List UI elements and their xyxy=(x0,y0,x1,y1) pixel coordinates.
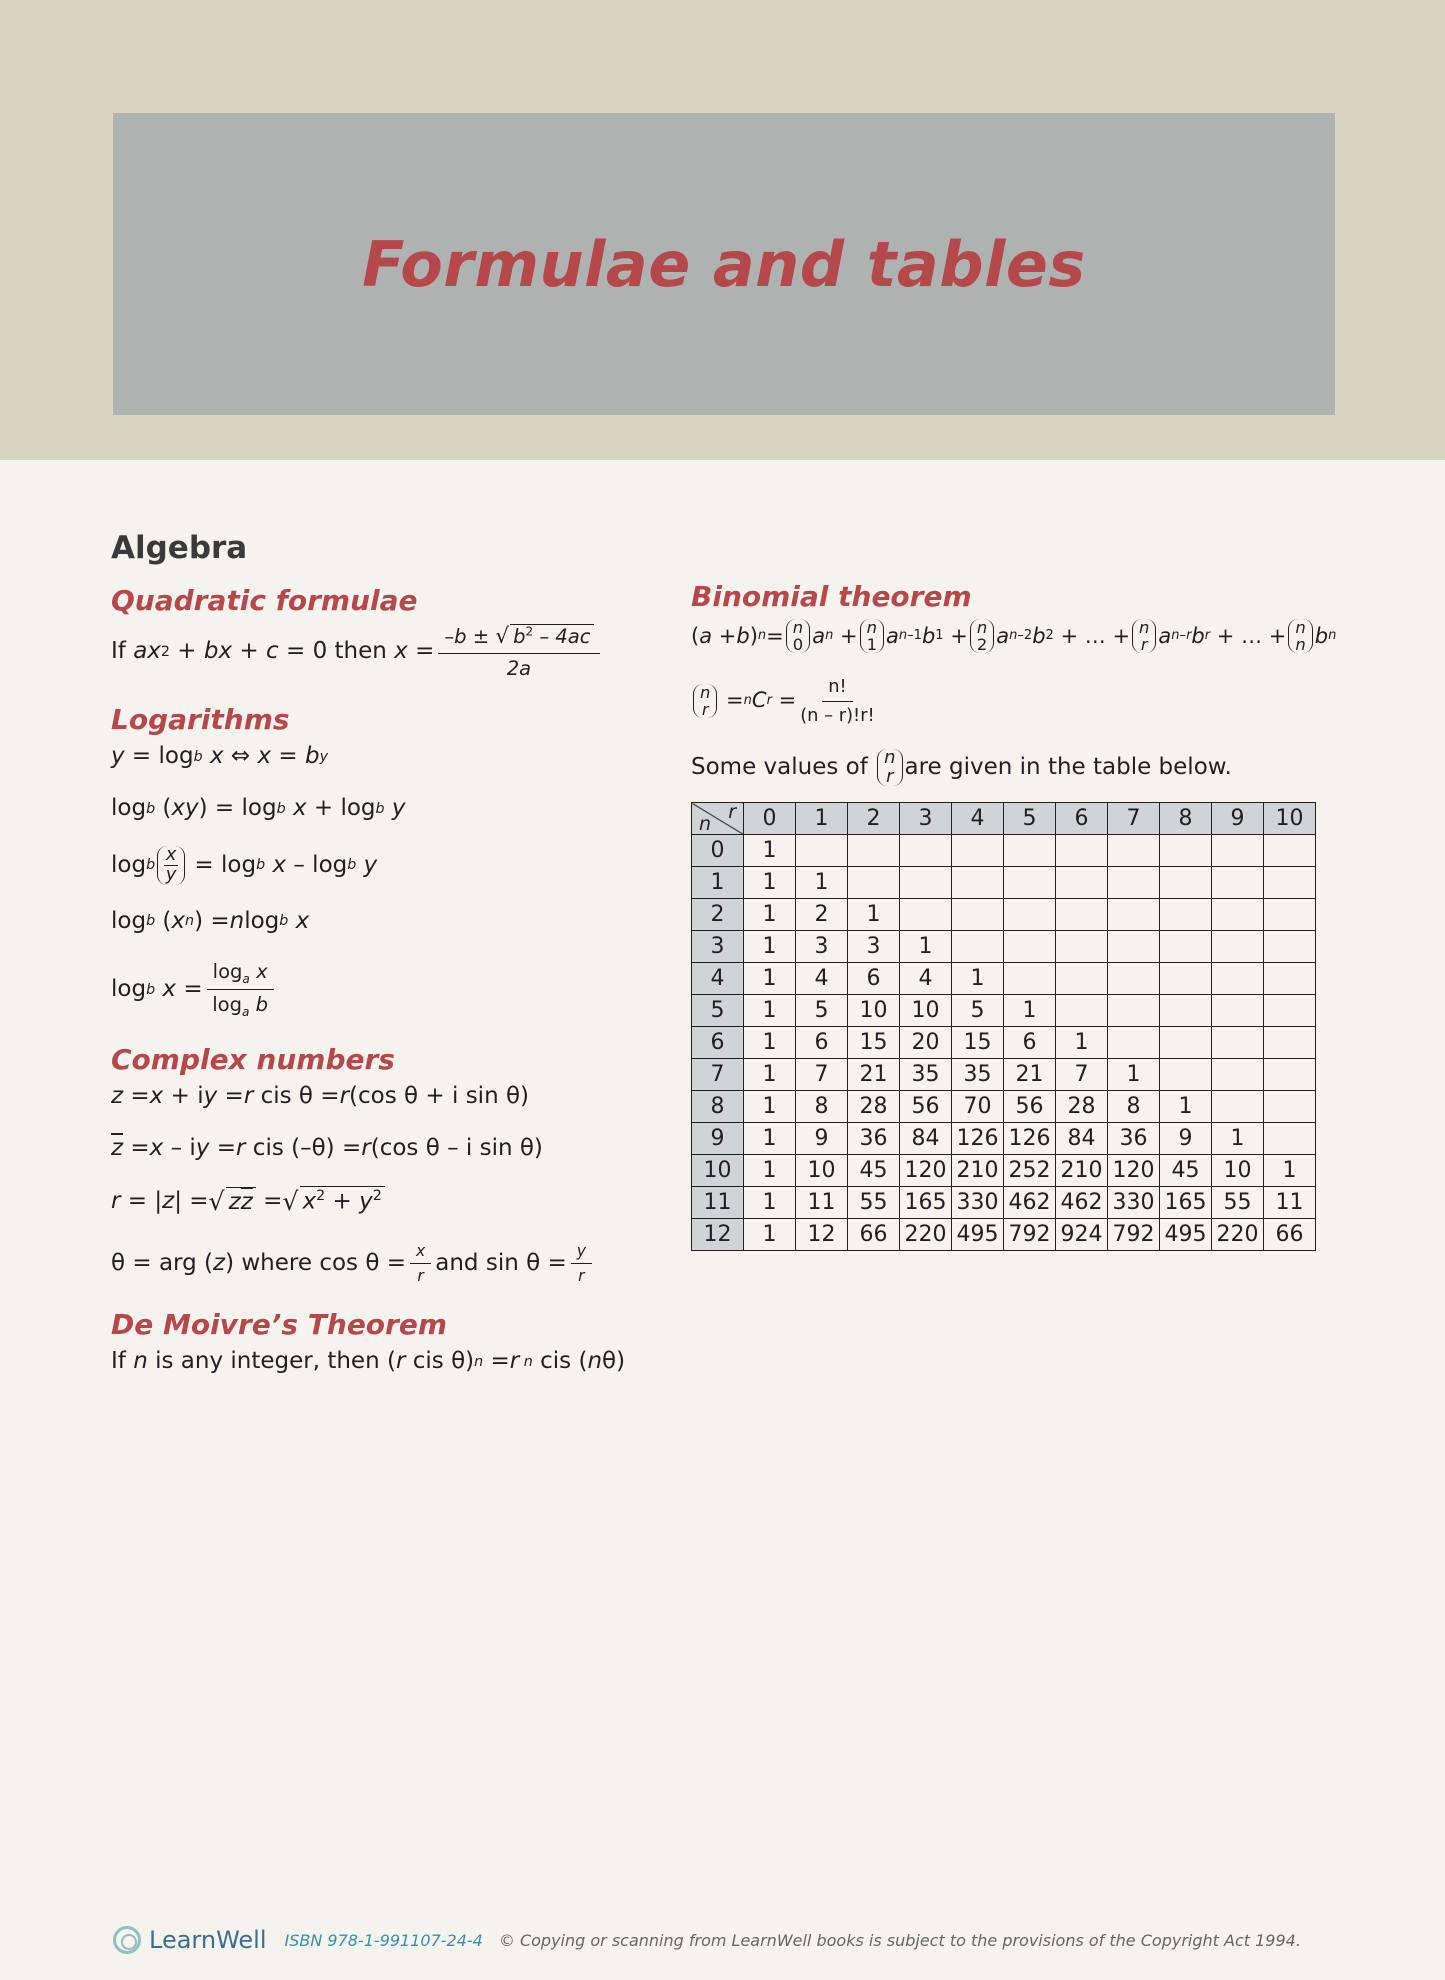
table-cell: 126 xyxy=(1004,1123,1056,1155)
footer xyxy=(113,1926,1335,1954)
table-cell: 15 xyxy=(952,1027,1004,1059)
table-cell: 462 xyxy=(1004,1187,1056,1219)
table-cell: 10 xyxy=(1212,1155,1264,1187)
column-header: 0 xyxy=(744,803,796,835)
table-row xyxy=(692,963,1316,995)
table-row xyxy=(692,931,1316,963)
table-cell: 36 xyxy=(848,1123,900,1155)
table-cell xyxy=(848,867,900,899)
table-cell xyxy=(1108,835,1160,867)
row-header: 5 xyxy=(692,995,744,1027)
table-cell: 165 xyxy=(1160,1187,1212,1219)
table-cell xyxy=(900,867,952,899)
row-header: 4 xyxy=(692,963,744,995)
table-cell: 12 xyxy=(796,1219,848,1251)
table-cell xyxy=(1056,867,1108,899)
table-cell: 126 xyxy=(952,1123,1004,1155)
table-cell xyxy=(1004,899,1056,931)
column-label: r xyxy=(728,801,736,824)
table-cell: 220 xyxy=(1212,1219,1264,1251)
table-cell: 330 xyxy=(1108,1187,1160,1219)
table-cell: 1 xyxy=(1160,1091,1212,1123)
log-product-rule: log b ( xy ) = log b x + log b y xyxy=(111,795,406,822)
log-definition: y = log b x ⇔ x = b y xyxy=(111,743,329,770)
row-header: 1 xyxy=(692,867,744,899)
logo-text: LearnWell xyxy=(149,1926,267,1954)
table-row xyxy=(692,867,1316,899)
table-cell xyxy=(1004,867,1056,899)
column-header: 3 xyxy=(900,803,952,835)
table-cell: 8 xyxy=(1108,1091,1160,1123)
column-header: 7 xyxy=(1108,803,1160,835)
table-cell xyxy=(1004,931,1056,963)
row-header: 3 xyxy=(692,931,744,963)
title-panel xyxy=(113,113,1335,415)
table-cell xyxy=(1108,867,1160,899)
demoivre-heading: De Moivre’s Theorem xyxy=(111,1308,448,1342)
table-cell: 165 xyxy=(900,1187,952,1219)
table-cell: 1 xyxy=(744,1187,796,1219)
isbn: ISBN 978-1-991107-24-4 xyxy=(284,1930,483,1950)
column-header: 10 xyxy=(1264,803,1316,835)
row-header: 0 xyxy=(692,835,744,867)
table-cell: 3 xyxy=(848,931,900,963)
table-cell: 1 xyxy=(744,899,796,931)
table-cell: 45 xyxy=(848,1155,900,1187)
table-row xyxy=(692,1155,1316,1187)
pascal-triangle-table xyxy=(691,802,1316,1251)
table-cell: 1 xyxy=(744,835,796,867)
table-cell: 1 xyxy=(744,1027,796,1059)
row-header: 10 xyxy=(692,1155,744,1187)
complex-modulus: r = | z | = √ $z\overline{z}$ = √ $x^2 + y^2$ xyxy=(111,1186,671,1219)
row-header: 12 xyxy=(692,1219,744,1251)
table-cell: 66 xyxy=(848,1219,900,1251)
table-cell: 36 xyxy=(1108,1123,1160,1155)
table-cell xyxy=(952,899,1004,931)
table-cell: 20 xyxy=(900,1027,952,1059)
table-cell xyxy=(1056,963,1108,995)
table-cell: 10 xyxy=(900,995,952,1027)
table-cell xyxy=(1212,1059,1264,1091)
table-cell xyxy=(1108,963,1160,995)
row-label: n xyxy=(699,813,712,836)
log-quotient-rule: log b x y = log b x – log b y xyxy=(111,844,378,885)
table-cell: 1 xyxy=(1108,1059,1160,1091)
table-cell: 5 xyxy=(952,995,1004,1027)
table-cell: 1 xyxy=(1056,1027,1108,1059)
table-cell xyxy=(1160,867,1212,899)
table-cell: 1 xyxy=(1212,1123,1264,1155)
table-cell: 252 xyxy=(1004,1155,1056,1187)
table-cell xyxy=(796,835,848,867)
binomial-column xyxy=(691,580,1351,1251)
table-cell: 924 xyxy=(1056,1219,1108,1251)
table-cell xyxy=(1108,1027,1160,1059)
table-cell: 10 xyxy=(796,1155,848,1187)
table-cell: 28 xyxy=(1056,1091,1108,1123)
table-cell: 56 xyxy=(1004,1091,1056,1123)
column-header: 8 xyxy=(1160,803,1212,835)
row-header: 8 xyxy=(692,1091,744,1123)
log-power-rule: log b ( x n ) = n log b x xyxy=(111,907,310,934)
table-cell: 1 xyxy=(1264,1155,1316,1187)
table-cell xyxy=(1004,963,1056,995)
table-cell: 1 xyxy=(900,931,952,963)
table-cell: 6 xyxy=(1004,1027,1056,1059)
table-cell: 84 xyxy=(900,1123,952,1155)
table-row xyxy=(692,995,1316,1027)
table-cell xyxy=(1212,1027,1264,1059)
table-cell: 6 xyxy=(848,963,900,995)
table-cell xyxy=(1056,899,1108,931)
table-cell xyxy=(848,835,900,867)
column-header: 1 xyxy=(796,803,848,835)
algebra-column xyxy=(111,530,671,1377)
row-header: 7 xyxy=(692,1059,744,1091)
binomial-heading: Binomial theorem xyxy=(691,580,972,613)
table-row xyxy=(692,1123,1316,1155)
table-cell: 4 xyxy=(796,963,848,995)
table-cell xyxy=(1264,835,1316,867)
row-header: 9 xyxy=(692,1123,744,1155)
table-cell xyxy=(1212,963,1264,995)
combination-formula: n r = n C r = $\frac{n!}{(n - r)!r!}$ xyxy=(691,675,1351,726)
table-cell xyxy=(1160,963,1212,995)
table-cell xyxy=(1056,995,1108,1027)
table-cell xyxy=(1264,1123,1316,1155)
table-cell: 1 xyxy=(848,899,900,931)
table-cell xyxy=(1056,931,1108,963)
table-cell xyxy=(1264,931,1316,963)
table-cell xyxy=(1212,867,1264,899)
table-cell: 45 xyxy=(1160,1155,1212,1187)
table-cell: 495 xyxy=(952,1219,1004,1251)
table-cell: 462 xyxy=(1056,1187,1108,1219)
column-header: 2 xyxy=(848,803,900,835)
column-header: 5 xyxy=(1004,803,1056,835)
table-cell: 28 xyxy=(848,1091,900,1123)
table-cell xyxy=(1264,995,1316,1027)
log-change-of-base: log b x = $\frac{\log_a x}{\log_a b}$ xyxy=(111,959,671,1021)
table-cell: 5 xyxy=(796,995,848,1027)
complex-heading: Complex numbers xyxy=(111,1042,395,1076)
table-cell xyxy=(1160,835,1212,867)
demoivre-formula: If n is any integer, then ( r cis θ) n = r n cis ( n θ) xyxy=(111,1348,626,1375)
table-cell: 9 xyxy=(1160,1123,1212,1155)
table-cell: 1 xyxy=(1004,995,1056,1027)
table-cell: 1 xyxy=(744,867,796,899)
algebra-heading: Algebra xyxy=(111,530,248,566)
column-header: 9 xyxy=(1212,803,1264,835)
table-cell: 1 xyxy=(744,1155,796,1187)
complex-polar-form: z = x + i y = r cis θ = r (cos θ + i sin θ) xyxy=(111,1082,530,1109)
table-cell: 70 xyxy=(952,1091,1004,1123)
table-cell: 56 xyxy=(900,1091,952,1123)
table-cell: 2 xyxy=(796,899,848,931)
table-cell: 1 xyxy=(744,1219,796,1251)
quadratic-heading: Quadratic formulae xyxy=(111,584,418,617)
table-cell: 1 xyxy=(744,963,796,995)
table-cell: 330 xyxy=(952,1187,1004,1219)
table-row xyxy=(692,1187,1316,1219)
table-cell xyxy=(1264,867,1316,899)
table-cell: 495 xyxy=(1160,1219,1212,1251)
table-row xyxy=(692,899,1316,931)
table-cell: 6 xyxy=(796,1027,848,1059)
table-cell: 21 xyxy=(1004,1059,1056,1091)
table-cell xyxy=(952,835,1004,867)
table-cell: 7 xyxy=(1056,1059,1108,1091)
table-cell: 120 xyxy=(1108,1155,1160,1187)
some-values-text: Some values of n r are given in the table below. xyxy=(691,746,1232,787)
table-cell xyxy=(1212,1091,1264,1123)
table-cell: 210 xyxy=(1056,1155,1108,1187)
table-cell xyxy=(1056,835,1108,867)
table-cell xyxy=(900,899,952,931)
table-cell xyxy=(1264,1091,1316,1123)
table-row xyxy=(692,1027,1316,1059)
table-cell xyxy=(1264,1027,1316,1059)
table-cell xyxy=(1160,899,1212,931)
table-cell xyxy=(1108,899,1160,931)
table-cell xyxy=(1160,1059,1212,1091)
table-cell: 1 xyxy=(744,931,796,963)
binomial-expansion: ( a + b ) n = n 0 a n + n 1 a n–1 b 1 + n 2 a n–2 b 2 + … + n r a n–r b r + … + n n b n xyxy=(691,618,1337,655)
copyright-notice: © Copying or scanning from LearnWell books is subject to the provisions of the Copyright Act 1994. xyxy=(498,1930,1301,1950)
complex-conjugate: $\overline{z}$ = x – i y = r cis (–θ) = r (cos θ – i sin θ) xyxy=(111,1134,543,1161)
table-cell: 66 xyxy=(1264,1219,1316,1251)
table-cell: 84 xyxy=(1056,1123,1108,1155)
table-cell xyxy=(1212,931,1264,963)
table-cell: 1 xyxy=(744,995,796,1027)
table-row xyxy=(692,1091,1316,1123)
table-corner-cell xyxy=(692,803,744,835)
table-cell xyxy=(1160,931,1212,963)
table-cell: 1 xyxy=(952,963,1004,995)
table-cell: 1 xyxy=(744,1059,796,1091)
table-cell xyxy=(1160,1027,1212,1059)
table-cell: 3 xyxy=(796,931,848,963)
complex-argument: θ = arg ( z ) where cos θ = $\frac{x}{r}$ and sin θ = $\frac{y}{r}$ xyxy=(111,1241,671,1287)
logarithms-heading: Logarithms xyxy=(111,703,290,737)
table-cell xyxy=(1212,995,1264,1027)
table-cell: 120 xyxy=(900,1155,952,1187)
table-cell: 220 xyxy=(900,1219,952,1251)
table-row xyxy=(692,1219,1316,1251)
table-cell: 7 xyxy=(796,1059,848,1091)
table-cell xyxy=(952,867,1004,899)
table-cell: 8 xyxy=(796,1091,848,1123)
column-header: 4 xyxy=(952,803,1004,835)
column-header: 6 xyxy=(1056,803,1108,835)
table-row xyxy=(692,835,1316,867)
table-cell: 4 xyxy=(900,963,952,995)
table-cell xyxy=(1004,835,1056,867)
learnwell-logo-icon xyxy=(113,1926,141,1954)
table-cell xyxy=(1264,1059,1316,1091)
table-cell: 35 xyxy=(952,1059,1004,1091)
table-cell xyxy=(900,835,952,867)
table-cell xyxy=(1160,995,1212,1027)
table-cell: 15 xyxy=(848,1027,900,1059)
table-cell xyxy=(1264,899,1316,931)
table-cell xyxy=(1212,899,1264,931)
table-header-row xyxy=(692,803,1316,835)
table-cell: 210 xyxy=(952,1155,1004,1187)
table-cell: 1 xyxy=(796,867,848,899)
table-cell: 792 xyxy=(1108,1219,1160,1251)
table-cell: 11 xyxy=(1264,1187,1316,1219)
table-cell xyxy=(1264,963,1316,995)
table-cell: 55 xyxy=(848,1187,900,1219)
quadratic-formula: If ax 2 + bx + c = 0 then x = $\frac{-b \pm √ b^2 - 4ac}{2a}$ xyxy=(111,623,671,681)
page-title: Formulae and tables xyxy=(362,227,1086,301)
table-cell: 1 xyxy=(744,1123,796,1155)
table-row xyxy=(692,1059,1316,1091)
table-cell: 9 xyxy=(796,1123,848,1155)
table-cell xyxy=(1108,995,1160,1027)
table-cell: 1 xyxy=(744,1091,796,1123)
row-header: 6 xyxy=(692,1027,744,1059)
table-cell: 55 xyxy=(1212,1187,1264,1219)
table-cell: 10 xyxy=(848,995,900,1027)
table-cell: 11 xyxy=(796,1187,848,1219)
table-cell: 35 xyxy=(900,1059,952,1091)
table-cell xyxy=(952,931,1004,963)
table-cell xyxy=(1212,835,1264,867)
table-cell: 792 xyxy=(1004,1219,1056,1251)
table-cell: 21 xyxy=(848,1059,900,1091)
row-header: 11 xyxy=(692,1187,744,1219)
row-header: 2 xyxy=(692,899,744,931)
table-cell xyxy=(1108,931,1160,963)
